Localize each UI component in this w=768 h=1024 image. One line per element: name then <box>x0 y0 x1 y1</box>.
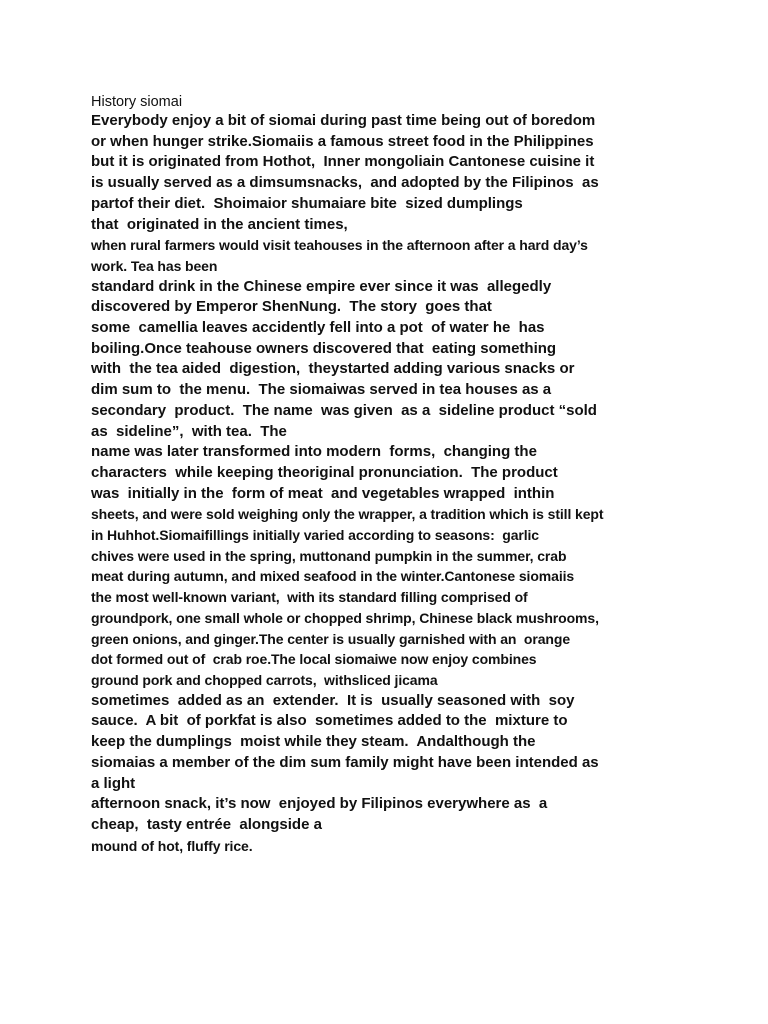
text-line: groundpork, one small whole or chopped shrimp, Chinese black mushrooms, <box>91 609 599 626</box>
text-line: siomaias a member of the dim sum family might have been intended as <box>91 753 599 771</box>
text-line: meat during autumn, and mixed seafood in the winter.Cantonese siomaiis <box>91 568 575 585</box>
text-line: is usually served as a dimsumsnacks, and adopted by the Filipinos as <box>91 174 599 192</box>
text-line: standard drink in the Chinese empire ever since it was allegedly <box>91 277 552 295</box>
text-line: but it is originated from Hothot, Inner mongoliain Cantonese cuisine it <box>91 153 595 171</box>
text-line: chives were used in the spring, muttonand pumpkin in the summer, crab <box>91 547 567 564</box>
text-line: dim sum to the menu. The siomaiwas served in tea houses as a <box>91 381 552 399</box>
text-line: characters while keeping theoriginal pronunciation. The product <box>91 463 558 481</box>
text-line: secondary product. The name was given as a sideline product “sold <box>91 401 597 419</box>
text-line: partof their diet. Shoimaior shumaiare bite sized dumplings <box>91 194 523 212</box>
text-line: or when hunger strike.Siomaiis a famous street food in the Philippines <box>91 132 594 150</box>
text-line: the most well-known variant, with its standard filling comprised of <box>91 589 528 606</box>
text-line: keep the dumplings moist while they steam. Andalthough the <box>91 733 536 751</box>
text-line: with the tea aided digestion, theystarted adding various snacks or <box>91 360 575 378</box>
text-line: name was later transformed into modern forms, changing the <box>91 443 537 461</box>
text-line: a light <box>91 774 136 792</box>
text-line: sheets, and were sold weighing only the wrapper, a tradition which is still kept <box>91 506 604 523</box>
text-line: afternoon snack, it’s now enjoyed by Filipinos everywhere as a <box>91 795 548 813</box>
text-line: green onions, and ginger.The center is usually garnished with an orange <box>91 630 571 647</box>
text-line: discovered by Emperor ShenNung. The story goes that <box>91 298 492 316</box>
text-line: Everybody enjoy a bit of siomai during past time being out of boredom <box>91 112 596 129</box>
text-line: as sideline”, with tea. The <box>91 422 287 440</box>
text-line: was initially in the form of meat and vegetables wrapped inthin <box>91 484 555 502</box>
text-line: mound of hot, fluffy rice. <box>91 837 253 854</box>
text-line: sometimes added as an extender. It is usually seasoned with soy <box>91 691 575 709</box>
text-line: in Huhhot.Siomaifillings initially varied according to seasons: garlic <box>91 527 539 544</box>
text-line: when rural farmers would visit teahouses in the afternoon after a hard day’s <box>91 237 588 254</box>
text-line: ground pork and chopped carrots, withsliced jicama <box>91 671 438 688</box>
text-line: some camellia leaves accidently fell into a pot of water he has <box>91 319 545 337</box>
document-body <box>91 93 761 856</box>
body-paragraph <box>91 111 761 856</box>
text-line: dot formed out of crab roe.The local siomaiwe now enjoy combines <box>91 651 537 668</box>
text-line: sauce. A bit of porkfat is also sometimes added to the mixture to <box>91 712 568 730</box>
text-line: boiling.Once teahouse owners discovered that eating something <box>91 339 557 357</box>
document-title: History siomai <box>91 94 183 110</box>
text-line: cheap, tasty entrée alongside a <box>91 815 322 833</box>
text-line: that originated in the ancient times, <box>91 215 348 233</box>
text-line: work. Tea has been <box>91 257 218 274</box>
